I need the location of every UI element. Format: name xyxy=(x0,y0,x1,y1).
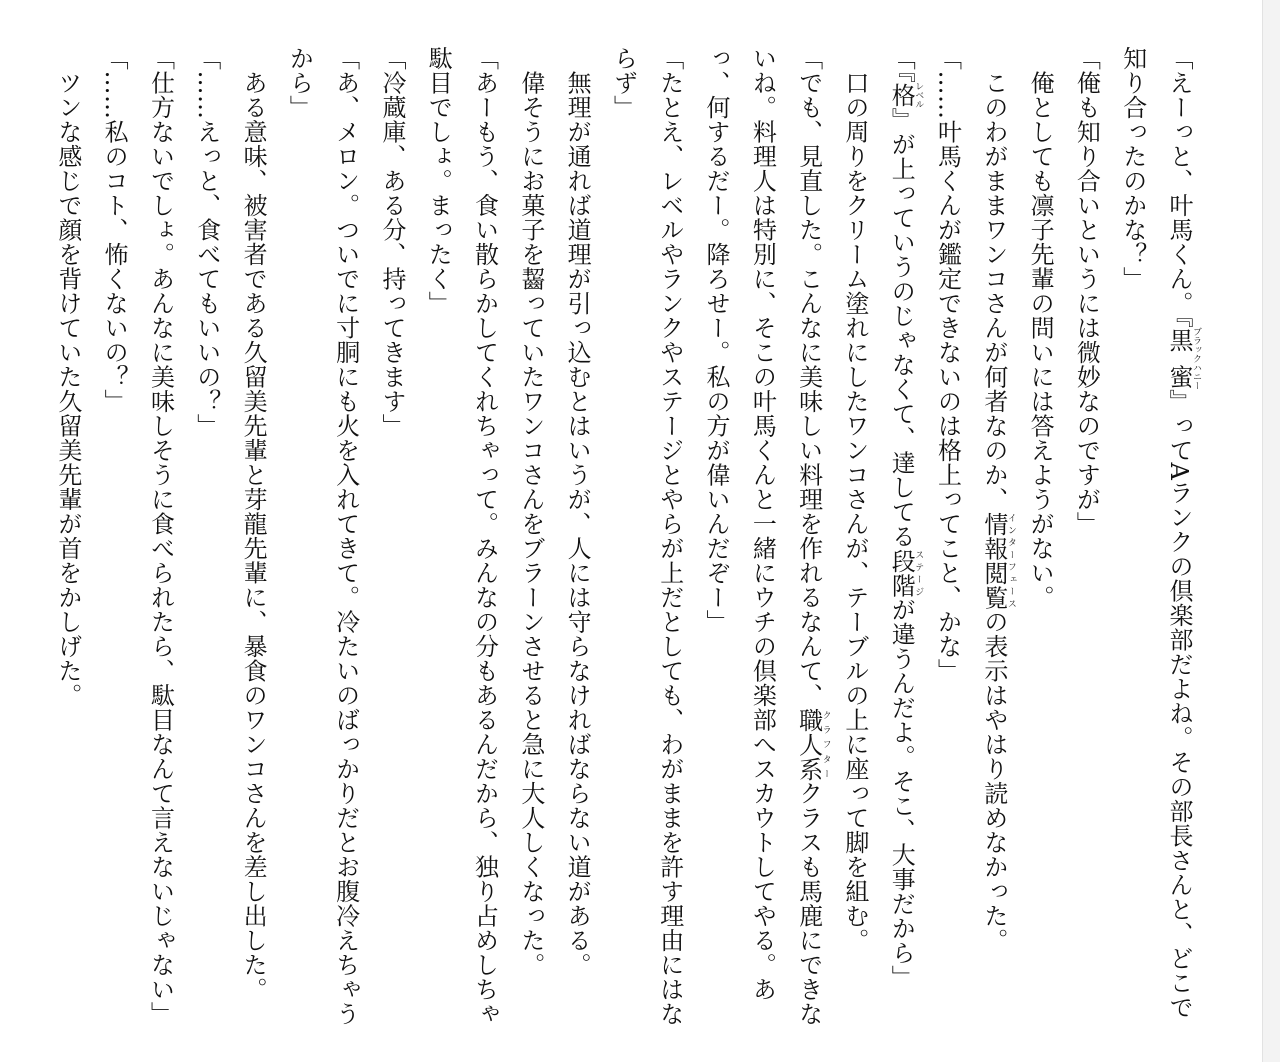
text-line: 「たとえ、レベルやランクやステージとやらが上だとしても、わがままを許す理由にはならず」 xyxy=(609,46,684,1026)
ruby-annotation: 段階ステージ xyxy=(887,548,924,598)
text-line: 「あ、メロン。ついでに寸胴にも火を入れてきて。冷たいのばっかりだとお腹冷えちゃうから」 xyxy=(285,46,360,1026)
text-line: 口の周りをクリーム塗れにしたワンコさんが、テーブルの上に座って脚を組む。 xyxy=(840,46,869,953)
ruby-annotation: 情報閲覧インターフェース xyxy=(979,511,1016,610)
scrollbar-track[interactable] xyxy=(1262,0,1280,1062)
text-line: 「えーっと、叶馬くん。『黒 蜜ブラックハニー』ってAランクの倶楽部だよね。その部長さんと、どこで知り合ったのかな？」 xyxy=(1118,46,1201,1020)
text-line: 「でも、見直した。こんなに美味しい料理を作れるなんて、職人系クラフタークラスも馬鹿にできないね。料理人は特別に、そこの叶馬くんと一緒にウチの倶楽部へスカウトしてやる。あっ、何するだー。降ろせー。私の方が偉いんだぞー」 xyxy=(702,46,831,1026)
text-line: 「……えっと、食べてもいいの？」 xyxy=(192,46,221,438)
ruby-annotation: 格レベル xyxy=(887,81,924,109)
text-line: 「俺も知り合いというには微妙なのですが」 xyxy=(1072,46,1101,536)
text-line: 無理が通れば道理が引っ込むとはいうが、人には守らなければならない道がある。 xyxy=(563,46,592,977)
ruby-annotation: 黒 蜜ブラックハニー xyxy=(1165,327,1201,391)
text-line: 「仕方ないでしょ。あんなに美味しそうに食べられたら、駄目なんて言えないじゃない」 xyxy=(146,46,175,1026)
ruby-annotation: 職人系クラフター xyxy=(794,707,831,781)
novel-text-body xyxy=(45,46,1202,1026)
text-line: 「……私のコト、怖くないの？」 xyxy=(100,46,129,414)
text-line: ツンな感じで顔を背けていた久留美先輩が首をかしげた。 xyxy=(53,46,82,708)
text-line: 俺としても凛子先輩の問いには答えようがない。 xyxy=(1026,46,1055,610)
text-line: 「……叶馬くんが鑑定できないのは格上ってこと、かな」 xyxy=(933,46,962,683)
text-line: このわがままワンコさんが何者なのか、情報閲覧インターフェースの表示はやはり読めなかった。 xyxy=(979,46,1016,953)
text-line: 偉そうにお菓子を齧っていたワンコさんをブラーンさせると急に大人しくなった。 xyxy=(516,46,545,977)
text-line: ある意味、被害者である久留美先輩と芽龍先輩に、暴食のワンコさんを差し出した。 xyxy=(239,46,268,1002)
text-line: 「冷蔵庫、ある分、持ってきます」 xyxy=(377,46,406,438)
text-line: 「あーもう、食い散らかしてくれちゃって。みんなの分もあるんだから、独り占めしちゃ駄目でしょ。まったく」 xyxy=(424,46,499,1026)
text-line: 「『格レベル』が上っていうのじゃなくて、達してる段階ステージが違うんだよ。そこ、大事だから」 xyxy=(887,46,924,990)
